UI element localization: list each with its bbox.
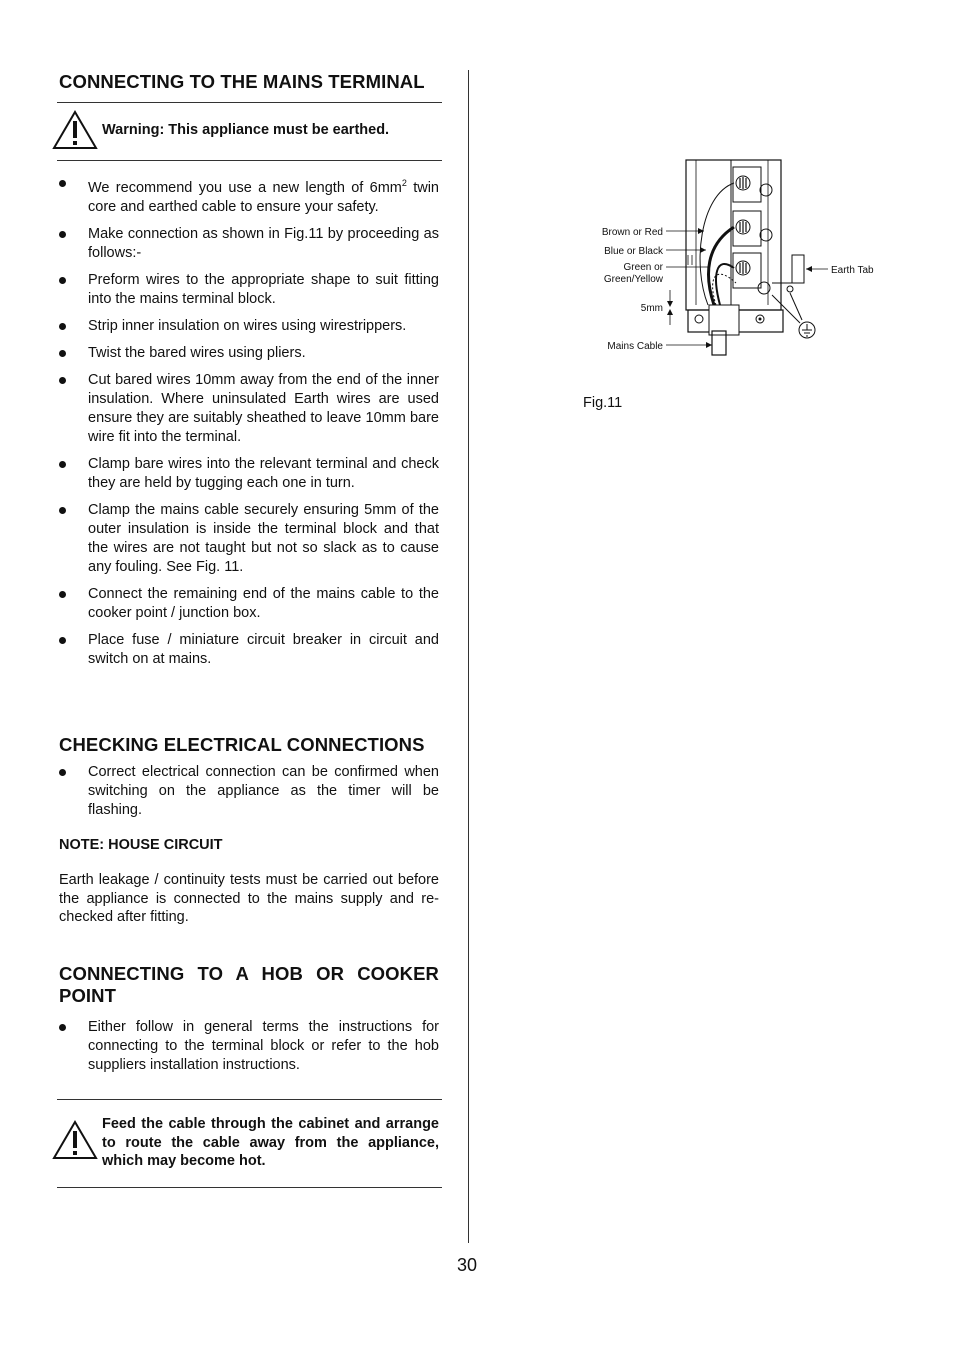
note-text: Earth leakage / continuity tests must be carried out before the appliance is connected to the mains supply and re-checked after fitting.: [59, 872, 439, 925]
list-item-text: Make connection as shown in Fig.11 by proceeding as follows:-: [88, 225, 439, 261]
bullet-icon: [59, 277, 66, 284]
list-item-text: We recommend you use a new length of 6mm: [88, 179, 402, 196]
bullet-icon: [59, 507, 66, 514]
list-item-text: Twist the bared wires using pliers.: [88, 344, 306, 361]
warning-triangle-icon: [52, 1120, 98, 1160]
note-title: NOTE: HOUSE CIRCUIT: [59, 837, 223, 853]
bullet-icon: [59, 461, 66, 468]
label-earth-tab: Earth Tab: [831, 265, 874, 276]
bullet-icon: [59, 350, 66, 357]
list-item-text: Connect the remaining end of the mains cable to the cooker point / junction box.: [88, 585, 439, 621]
list-item-text: Place fuse / miniature circuit breaker in circuit and switch on at mains.: [88, 631, 439, 667]
warning-triangle-icon: [52, 110, 98, 150]
list-item: [59, 317, 439, 336]
mains-instructions-list: [59, 174, 439, 669]
list-item-text: Clamp bare wires into the relevant terminal and check they are held by tugging each one in turn.: [88, 455, 439, 491]
warning-cable-text: Feed the cable through the cabinet and arrange to route the cable away from the appliance, which may become hot.: [102, 1116, 439, 1169]
label-5mm: 5mm: [640, 303, 663, 314]
page-number: 30: [457, 1255, 478, 1275]
list-item: [59, 455, 439, 493]
list-item: [59, 371, 439, 447]
warning-earthed-text: Warning: This appliance must be earthed.: [102, 122, 390, 138]
list-item-text: Correct electrical connection can be confirmed when switching on the appliance as the timer will be flashing.: [88, 764, 439, 818]
list-item: [59, 501, 439, 577]
bullet-icon: [59, 1024, 66, 1031]
list-item: [59, 631, 439, 669]
list-item: [59, 585, 439, 623]
bullet-icon: [59, 231, 66, 238]
label-green-2: Green/Yellow: [603, 274, 663, 285]
section-title-hob: CONNECTING TO A HOB OR COOKER POINT: [59, 963, 439, 1006]
list-item: [59, 763, 439, 820]
list-item-text: Clamp the mains cable securely ensuring 5mm of the outer insulation is inside the terminal block and that the wires are not taught but not so slack as to cause any fouling. See Fig. 11.: [88, 501, 439, 575]
section-title-mains-terminal: CONNECTING TO THE MAINS TERMINAL: [59, 71, 425, 92]
terminal-block-diagram: [596, 155, 886, 365]
list-item: [59, 225, 439, 263]
divider: [57, 1187, 442, 1188]
list-item-text-rest: twin core and earthed cable to ensure your safety.: [88, 179, 439, 215]
section-title-checking: CHECKING ELECTRICAL CONNECTIONS: [59, 734, 425, 755]
list-item: [59, 1018, 439, 1075]
column-divider: [468, 70, 469, 1243]
label-mains-cable: Mains Cable: [607, 341, 663, 352]
hob-list: [59, 1018, 439, 1075]
bullet-icon: [59, 591, 66, 598]
list-item: [59, 344, 439, 363]
bullet-icon: [59, 377, 66, 384]
label-brown-red: Brown or Red: [601, 227, 663, 238]
bullet-icon: [59, 323, 66, 330]
list-item-text: Cut bared wires 10mm away from the end of the inner insulation. Where uninsulated Earth wires are used ensure they are suitably sheathed to leave 10mm bare wire fit into the terminal.: [88, 371, 439, 445]
list-item-text: Strip inner insulation on wires using wirestrippers.: [88, 317, 407, 334]
list-item: [59, 174, 439, 217]
figure-caption: Fig.11: [583, 395, 623, 411]
bullet-icon: [59, 180, 66, 187]
divider: [57, 160, 442, 161]
list-item: [59, 271, 439, 309]
bullet-icon: [59, 637, 66, 644]
label-blue-black: Blue or Black: [604, 246, 663, 257]
superscript: 2: [401, 178, 407, 188]
bullet-icon: [59, 769, 66, 776]
list-item-text: Preform wires to the appropriate shape to suit fitting into the mains terminal block.: [88, 271, 439, 307]
label-green-1: Green or: [623, 262, 663, 273]
checking-list: [59, 763, 439, 820]
list-item-text: Either follow in general terms the instructions for connecting to the terminal block or refer to the hob suppliers installation instructions.: [88, 1019, 439, 1073]
divider: [57, 102, 442, 103]
divider: [57, 1099, 442, 1100]
